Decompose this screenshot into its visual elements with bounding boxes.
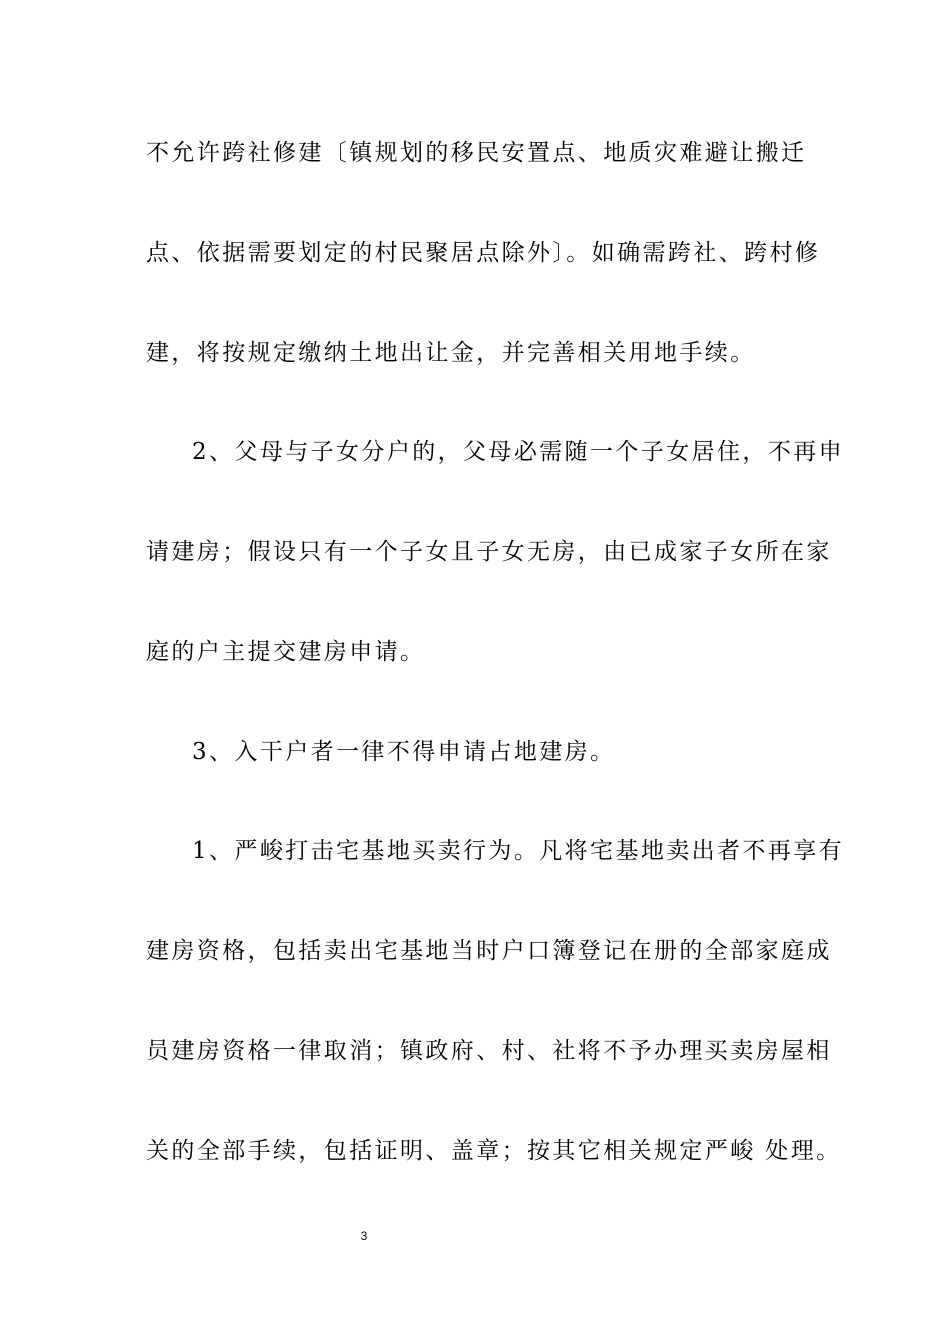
paragraph-line: 3、入干户者一律不得申请占地建房。 — [192, 739, 616, 765]
paragraph-line: 建房资格，包括卖出宅基地当时户口簿登记在册的全部家庭成 — [146, 938, 832, 964]
paragraph-line: 点、依据需要划定的村民聚居点除外〕。如确需跨社、跨村修 — [146, 240, 821, 266]
paragraph-line: 建，将按规定缴纳土地出让金，并完善相关用地手续。 — [146, 340, 756, 366]
paragraph-line: 员建房资格一律取消；镇政府、村、社将不予办理买卖房屋相 — [146, 1038, 832, 1064]
paragraph-line: 庭的户主提交建房申请。 — [146, 639, 426, 665]
paragraph-line: 1、严峻打击宅基地买卖行为。凡将宅基地卖出者不再享有 — [192, 838, 845, 864]
paragraph-line: 请建房；假设只有一个子女且子女无房，由已成家子女所在家 — [146, 539, 832, 565]
page-number: 3 — [360, 1229, 368, 1243]
paragraph-line: 关的全部手续，包括证明、盖章；按其它相关规定严峻 处理。 — [146, 1138, 842, 1164]
paragraph-line: 2、父母与子女分户的，父母必需随一个子女居住，不再申 — [192, 439, 845, 465]
paragraph-line: 不允许跨社修建〔镇规划的移民安置点、地质灾难避让搬迁 — [146, 140, 807, 166]
